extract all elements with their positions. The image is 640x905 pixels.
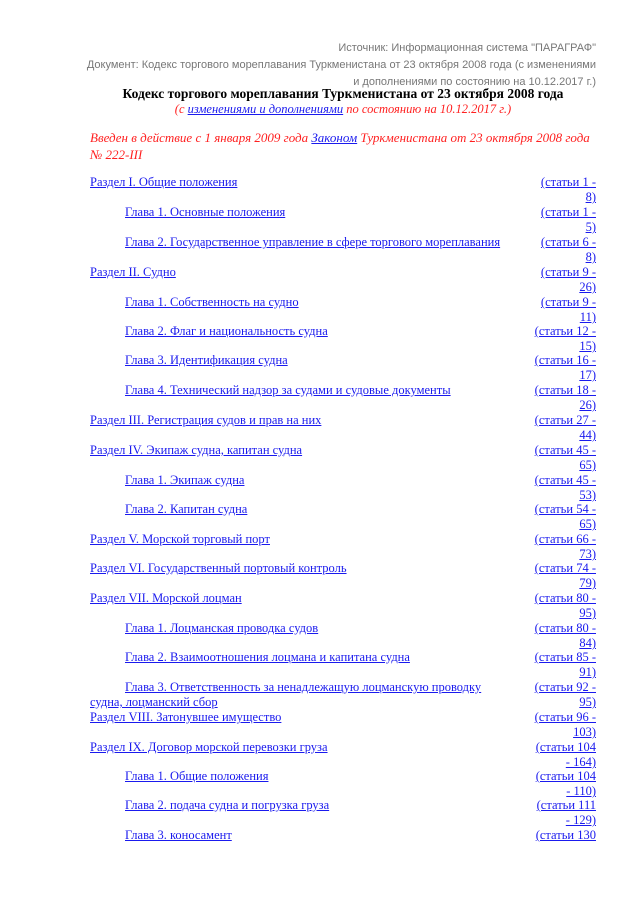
document-title: Кодекс торгового мореплавания Туркменистана от 23 октября 2008 года <box>122 86 564 101</box>
article-range-link[interactable] <box>526 443 596 473</box>
toc-link[interactable]: Раздел IV. Экипаж судна, капитан судна <box>90 443 303 457</box>
toc-link[interactable]: Глава 1. Собственность на судно <box>125 295 299 309</box>
range-end: - 129) <box>565 813 596 827</box>
document-source-header <box>76 40 596 91</box>
toc-link[interactable]: Глава 2. подача судна и погрузка груза <box>125 798 330 812</box>
range-end: 8) <box>585 190 596 204</box>
range-start: (статьи 92 - <box>534 680 596 694</box>
range-start: (статьи 1 - <box>540 175 596 189</box>
toc-link[interactable]: Глава 1. Экипаж судна <box>125 473 245 487</box>
toc-link[interactable]: Раздел VIII. Затонувшее имущество <box>90 710 282 724</box>
article-range-link[interactable] <box>526 353 596 383</box>
subtitle-prefix: (с <box>174 102 188 116</box>
source-line: Источник: Информационная система "ПАРАГРАФ" <box>338 42 596 54</box>
article-range-link[interactable] <box>526 324 596 354</box>
range-start: (статьи 9 - <box>540 265 596 279</box>
range-start: (статьи 1 - <box>540 205 596 219</box>
toc-link[interactable]: Раздел VI. Государственный портовый контроль <box>90 561 347 575</box>
article-range-link[interactable] <box>526 532 596 562</box>
article-range-link[interactable] <box>526 265 596 295</box>
toc-link[interactable]: Глава 1. Основные положения <box>125 205 286 219</box>
range-end: - 110) <box>566 784 596 798</box>
article-range-link[interactable] <box>526 769 596 799</box>
range-end: 65) <box>579 517 596 531</box>
range-end: 95) <box>579 695 596 709</box>
article-range-link[interactable] <box>526 798 596 828</box>
range-start: (статьи 104 <box>535 740 596 754</box>
range-end: 44) <box>579 428 596 442</box>
enactment-note <box>90 129 596 163</box>
range-end: 103) <box>573 725 596 739</box>
article-range-link[interactable] <box>526 295 596 325</box>
article-range-link[interactable] <box>526 650 596 680</box>
toc-link[interactable]: Раздел I. Общие положения <box>90 175 238 189</box>
range-end: 73) <box>579 547 596 561</box>
toc-link[interactable]: Глава 1. Лоцманская проводка судов <box>125 621 319 635</box>
range-end: 91) <box>579 665 596 679</box>
intro-prefix: Введен в действие с 1 января 2009 года <box>90 130 312 145</box>
range-end: 11) <box>579 310 596 324</box>
document-line-2: и дополнениями по состоянию на 10.12.2017 г.) <box>353 76 596 88</box>
article-range-link[interactable] <box>526 175 596 205</box>
toc-link[interactable]: Раздел V. Морской торговый порт <box>90 532 270 546</box>
range-end: 5) <box>585 220 596 234</box>
toc-link[interactable]: Раздел IX. Договор морской перевозки груза <box>90 740 328 754</box>
law-link[interactable]: Законом <box>311 130 358 145</box>
range-start: (статьи 130 <box>535 828 596 842</box>
range-start: (статьи 6 - <box>540 235 596 249</box>
range-start: (статьи 66 - <box>534 532 596 546</box>
range-start: (статьи 104 <box>535 769 596 783</box>
range-start: (статьи 27 - <box>534 413 596 427</box>
article-range-link[interactable] <box>526 680 596 710</box>
range-start: (статьи 54 - <box>534 502 596 516</box>
range-start: (статьи 16 - <box>534 353 596 367</box>
range-end: - 164) <box>565 755 596 769</box>
toc-link[interactable]: Глава 4. Технический надзор за судами и судовые документы <box>125 383 451 397</box>
range-start: (статьи 45 - <box>534 473 596 487</box>
range-start: (статьи 111 <box>536 798 596 812</box>
article-range-link[interactable] <box>526 205 596 235</box>
toc-link[interactable]: Глава 3. Ответственность за ненадлежащую лоцманскую проводку судна, лоцманский сбор <box>90 680 482 709</box>
article-range-link[interactable] <box>526 383 596 413</box>
article-range-link[interactable] <box>526 502 596 532</box>
range-end: 8) <box>585 250 596 264</box>
range-start: (статьи 85 - <box>534 650 596 664</box>
range-start: (статьи 45 - <box>534 443 596 457</box>
article-range-link[interactable] <box>526 740 596 770</box>
range-end: 84) <box>579 636 596 650</box>
document-subtitle <box>90 102 596 117</box>
article-range-link[interactable] <box>526 621 596 651</box>
range-end: 53) <box>579 488 596 502</box>
range-end: 26) <box>579 398 596 412</box>
toc-link[interactable]: Глава 1. Общие положения <box>125 769 269 783</box>
toc-link[interactable]: Раздел VII. Морской лоцман <box>90 591 242 605</box>
article-range-link[interactable] <box>526 710 596 740</box>
article-range-link[interactable] <box>526 413 596 443</box>
subtitle-suffix: по состоянию на 10.12.2017 г.) <box>343 102 512 116</box>
toc-link[interactable]: Глава 2. Взаимоотношения лоцмана и капитана судна <box>125 650 410 664</box>
range-end: 95) <box>579 606 596 620</box>
toc-link[interactable]: Раздел II. Судно <box>90 265 176 279</box>
range-start: (статьи 12 - <box>534 324 596 338</box>
range-start: (статьи 9 - <box>540 295 596 309</box>
range-end: 79) <box>579 576 596 590</box>
intro-suffix: Туркменистана от 23 октября 2008 года № 222-III <box>90 130 590 162</box>
toc-link[interactable]: Раздел III. Регистрация судов и прав на них <box>90 413 322 427</box>
article-range-link[interactable] <box>526 828 596 843</box>
range-end: 15) <box>579 339 596 353</box>
range-start: (статьи 74 - <box>534 561 596 575</box>
range-end: 17) <box>579 368 596 382</box>
document-line-1: Документ: Кодекс торгового мореплавания Туркменистана от 23 октября 2008 года (с изменениями <box>86 59 596 71</box>
toc-link[interactable]: Глава 2. Капитан судна <box>125 502 248 516</box>
range-start: (статьи 96 - <box>534 710 596 724</box>
article-range-link[interactable] <box>526 561 596 591</box>
range-start: (статьи 18 - <box>534 383 596 397</box>
amendments-link[interactable]: изменениями и дополнениями <box>187 102 344 116</box>
article-range-link[interactable] <box>526 591 596 621</box>
toc-link[interactable]: Глава 2. Флаг и национальность судна <box>125 324 328 338</box>
toc-link[interactable]: Глава 3. Идентификация судна <box>125 353 288 367</box>
toc-link[interactable]: Глава 3. коносамент <box>125 828 232 842</box>
article-range-link[interactable] <box>526 235 596 265</box>
range-start: (статьи 80 - <box>534 591 596 605</box>
toc-link[interactable]: Глава 2. Государственное управление в сфере торгового мореплавания <box>125 235 501 249</box>
range-start: (статьи 80 - <box>534 621 596 635</box>
article-range-link[interactable] <box>526 473 596 503</box>
range-end: 65) <box>579 458 596 472</box>
range-end: 26) <box>579 280 596 294</box>
